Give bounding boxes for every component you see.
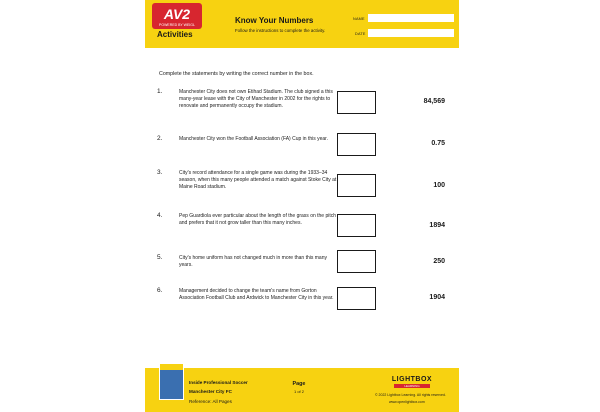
- av2-logo: [152, 3, 202, 29]
- header-band: [145, 0, 459, 48]
- publisher-tag: LEARNING: [394, 384, 430, 388]
- answer-option: 1894: [429, 222, 445, 229]
- publisher-name: LIGHTBOX: [391, 376, 433, 383]
- activities-label: Activities: [157, 30, 193, 39]
- instructions-text: Complete the statements by writing the correct number in the box.: [159, 71, 314, 77]
- worksheet-page: [145, 0, 459, 412]
- book-title: Manchester City FC: [189, 389, 232, 394]
- question-number: 1.: [157, 88, 163, 95]
- page-subtitle: Follow the instructions to complete the activity.: [235, 28, 326, 33]
- logo-subtext: POWERED BY WEIGL: [159, 23, 195, 27]
- answer-option: 1904: [429, 294, 445, 301]
- page-label: Page: [292, 381, 306, 387]
- answer-box[interactable]: [337, 214, 376, 237]
- website-link[interactable]: www.openlightbox.com: [389, 400, 425, 404]
- book-cover-thumbnail: [159, 363, 184, 400]
- page-title: Know Your Numbers: [235, 16, 314, 25]
- date-field[interactable]: [368, 29, 454, 37]
- answer-option: 250: [433, 258, 445, 265]
- date-label: DATE: [355, 32, 366, 36]
- answer-box[interactable]: [337, 250, 376, 273]
- question-text: Pep Guardiola ever particular about the length of the grass on the pitch and prefers that it not grow taller than this many inches.: [179, 213, 337, 226]
- question-number: 5.: [157, 254, 163, 261]
- question-text: City's home uniform has not changed much in more than this many years.: [179, 255, 327, 268]
- answer-box[interactable]: [337, 91, 376, 114]
- name-field[interactable]: [368, 14, 454, 22]
- answer-option: 84,569: [423, 98, 445, 105]
- question-text: Manchester City does not own Etihad Stadium. The club signed a this many-year lease with the City of Manchester in 2002 for the rights to renovate and permanently occupy the stadium.: [179, 89, 333, 109]
- question-text: Manchester City won the Football Association (FA) Cup in this year.: [179, 136, 328, 142]
- answer-box[interactable]: [337, 133, 376, 156]
- logo-text: AV2: [163, 6, 191, 22]
- question-text: City's record attendance for a single game was during the 1933–34 season, when this many people attended a match against Stoke City at Maine Road stadium.: [179, 170, 337, 190]
- answer-box[interactable]: [337, 174, 376, 197]
- answer-option: 0.75: [431, 140, 445, 147]
- name-label: NAME: [353, 17, 365, 21]
- question-number: 4.: [157, 212, 163, 219]
- page-count: 1 of 2: [293, 389, 304, 394]
- series-title: Inside Professional Soccer: [189, 380, 248, 385]
- question-number: 2.: [157, 135, 163, 142]
- answer-option: 100: [433, 182, 445, 189]
- reference-text: Reference: All Pages: [189, 399, 232, 404]
- answer-box[interactable]: [337, 287, 376, 310]
- lightbox-logo: [386, 376, 438, 388]
- question-text: Management decided to change the team's name from Gorton Association Football Club and Ardwick to Manchester City in this year.: [179, 288, 334, 301]
- question-number: 6.: [157, 287, 163, 294]
- question-number: 3.: [157, 169, 163, 176]
- copyright-text: © 2022 Lightbox Learning. All rights reserved.: [375, 393, 446, 397]
